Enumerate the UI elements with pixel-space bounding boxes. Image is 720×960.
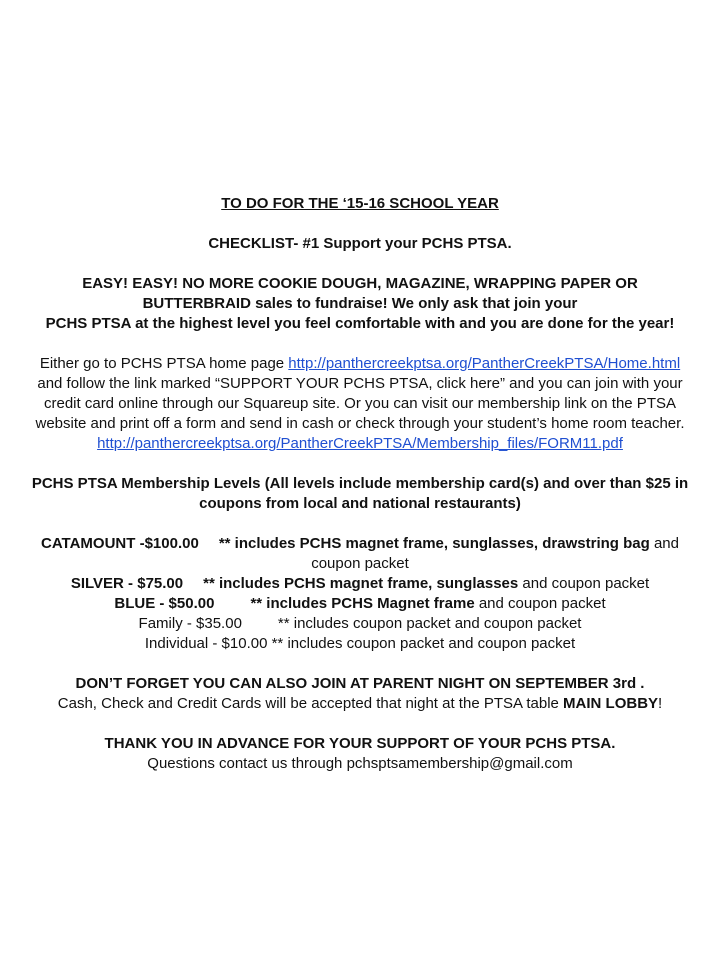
blue-includes: ** includes PCHS Magnet frame xyxy=(250,595,475,612)
silver-name: SILVER - $75.00 xyxy=(70,575,184,592)
family-level xyxy=(20,614,700,634)
blue-level xyxy=(20,594,700,614)
catamount-line-2: coupon packet xyxy=(311,555,409,572)
catamount-name: CATAMOUNT -$100.00 xyxy=(41,535,199,552)
reminder-line-2-end: ! xyxy=(658,695,663,712)
family-includes: ** includes coupon packet and coupon packet xyxy=(277,615,582,632)
reminder-line-2-text: Cash, Check and Credit Cards will be accepted that night at the PTSA table xyxy=(57,695,564,712)
either-line-4: website and print off a form and send in cash or check through your student’s home room teacher. xyxy=(35,415,685,432)
blue-name: BLUE - $50.00 xyxy=(114,595,215,612)
silver-rest: and coupon packet xyxy=(518,575,650,592)
easy-line-2 xyxy=(20,294,700,314)
easy-line-1: EASY! EASY! NO MORE COOKIE DOUGH, MAGAZINE, WRAPPING PAPER OR xyxy=(82,275,638,292)
levels-intro-line-1: PCHS PTSA Membership Levels (All levels include membership card(s) and over than $25 in xyxy=(31,475,689,492)
checklist-line: CHECKLIST- #1 Support your PCHS PTSA. xyxy=(208,235,512,252)
blue-rest: and coupon packet xyxy=(474,595,606,612)
membership-form-link[interactable]: http://panthercreekptsa.org/PantherCreekPTSA/Membership_files/FORM11.pdf xyxy=(97,435,623,452)
reminder-line-2 xyxy=(20,694,700,714)
silver-includes: ** includes PCHS magnet frame, sunglasses xyxy=(203,575,519,592)
thanks-line-1: THANK YOU IN ADVANCE FOR YOUR SUPPORT OF YOUR PCHS PTSA. xyxy=(104,735,616,752)
easy-line-3: PCHS PTSA at the highest level you feel comfortable with and you are done for the year! xyxy=(45,315,675,332)
contact-line: Questions contact us through pchsptsamembership@gmail.com xyxy=(147,755,573,772)
either-line-1-text: Either go to PCHS PTSA home page xyxy=(39,355,289,372)
main-lobby-text: MAIN LOBBY xyxy=(563,695,659,712)
butterbraid-text: BUTTERBRAID xyxy=(142,295,251,312)
form-link-line xyxy=(20,434,700,454)
either-line-3: credit card online through our Squareup site. Or you can visit our membership link on the PTSA xyxy=(44,395,676,412)
individual-level: Individual - $10.00 ** includes coupon packet and coupon packet xyxy=(144,635,576,652)
either-line-1 xyxy=(20,354,700,374)
catamount-level xyxy=(20,534,700,554)
catamount-rest: and xyxy=(649,535,679,552)
home-page-link[interactable]: http://panthercreekptsa.org/PantherCreekPTSA/Home.html xyxy=(288,355,681,372)
reminder-line-1: DON’T FORGET YOU CAN ALSO JOIN AT PARENT NIGHT ON SEPTEMBER 3rd . xyxy=(75,675,645,692)
levels-intro-line-2: coupons from local and national restaurants) xyxy=(199,495,521,512)
silver-level xyxy=(20,574,700,594)
either-line-2: and follow the link marked “SUPPORT YOUR PCHS PTSA, click here” and you can join with your xyxy=(37,375,683,392)
family-name: Family - $35.00 xyxy=(138,615,242,632)
easy-line-2-rest: sales to fundraise! We only ask that join your xyxy=(250,295,578,312)
flyer-heading: TO DO FOR THE ‘15-16 SCHOOL YEAR xyxy=(221,195,499,212)
catamount-includes: ** includes PCHS magnet frame, sunglasses, drawstring bag xyxy=(218,535,650,552)
